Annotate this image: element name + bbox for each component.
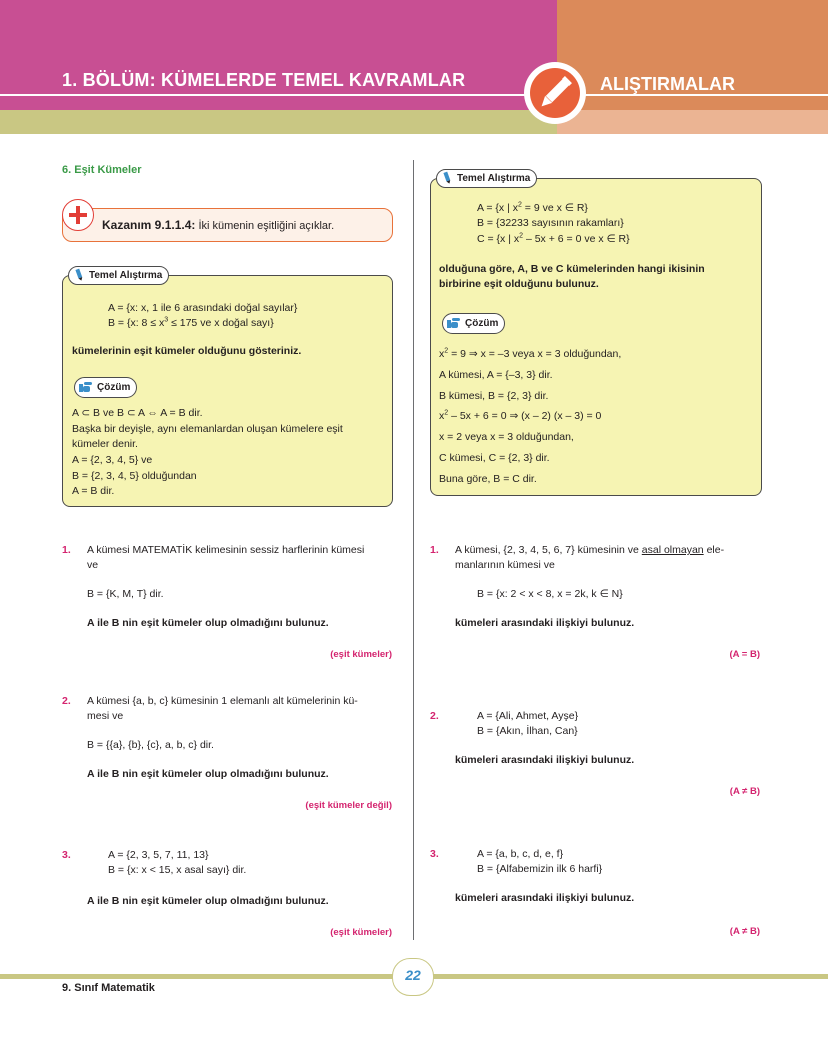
question-set: B = {x: 2 < x < 8, x = 2k, k ∈ N} — [477, 588, 623, 600]
question-prompt: A ile B nin eşit kümeler olup olmadığını bulunuz. — [87, 768, 329, 780]
question-set: A = {2, 3, 5, 7, 11, 13} — [108, 849, 209, 861]
solution-line: C kümesi, C = {2, 3} dir. — [439, 452, 550, 464]
question-number: 3. — [430, 848, 439, 860]
tab-label: Temel Alıştırma — [89, 270, 163, 281]
solution-tab-left — [74, 377, 137, 398]
solution-line: kümeler denir. — [72, 438, 138, 450]
exercise-question: olduğuna göre, A, B ve C kümelerinden hangi ikisinin — [439, 263, 705, 275]
question-number: 1. — [62, 544, 71, 556]
column-divider — [413, 160, 414, 940]
question-text: A kümesi, {2, 3, 4, 5, 6, 7} kümesinin ve asal olmayan ele- — [455, 544, 725, 556]
exercise-tab-right — [436, 169, 537, 188]
question-text: mesi ve — [87, 710, 124, 722]
solution-line: $x^2 = 9$ ⇒ x = –3 veya x = 3 olduğundan, — [439, 347, 622, 360]
book-title: 9. Sınıf Matematik — [62, 982, 155, 994]
exercise-tab-left — [68, 266, 169, 285]
answer: (A ≠ B) — [729, 926, 760, 937]
question-prompt: A ile B nin eşit kümeler olup olmadığını bulunuz. — [87, 617, 329, 629]
kazanim-label: Kazanım 9.1.1.4: — [102, 218, 196, 232]
pencil-icon — [441, 171, 453, 191]
answer: (eşit kümeler değil) — [305, 800, 392, 811]
kazanim-text — [102, 218, 334, 232]
set-c-def: C = {x | $x^2 - 5x + 6 = 0$ ve x ∈ R} — [477, 232, 630, 245]
question-set: A = {Ali, Ahmet, Ayşe} — [477, 710, 579, 722]
answer: (eşit kümeler) — [330, 927, 392, 938]
section-title: 6. Eşit Kümeler — [62, 164, 142, 176]
question-set: B = {Alfabemizin ilk 6 harfi} — [477, 863, 603, 875]
hand-pointer-icon — [79, 381, 93, 400]
pencil-icon — [73, 268, 85, 288]
header-stripe-left — [0, 110, 557, 134]
solution-line: B kümesi, B = {2, 3} dir. — [439, 390, 549, 402]
solution-line: Başka bir deyişle, aynı elemanlardan oluşan kümelere eşit — [72, 423, 343, 435]
solution-line: $x^2 - 5x + 6 = 0$ ⇒ (x – 2) (x – 3) = 0 — [439, 409, 602, 422]
solution-line: Buna göre, B = C dir. — [439, 473, 537, 485]
question-number: 1. — [430, 544, 439, 556]
solution-line: B = {2, 3, 4, 5} olduğundan — [72, 470, 197, 482]
solution-label: Çözüm — [97, 382, 131, 393]
question-prompt: kümeleri arasındaki ilişkiyi bulunuz. — [455, 754, 635, 766]
answer: (A ≠ B) — [729, 786, 760, 797]
plus-icon — [62, 199, 94, 231]
question-number: 2. — [430, 710, 439, 722]
question-number: 3. — [62, 849, 71, 861]
question-set: B = {K, M, T} dir. — [87, 588, 164, 600]
question-set: A = {a, b, c, d, e, f} — [477, 848, 564, 860]
solution-line: A ⊂ B ve B ⊂ A ⇔ A = B dir. — [72, 407, 203, 419]
question-number: 2. — [62, 695, 71, 707]
solution-label: Çözüm — [465, 318, 499, 329]
answer: (eşit kümeler) — [330, 649, 392, 660]
question-text: A kümesi MATEMATİK kelimesinin sessiz harflerinin kümesi — [87, 544, 365, 556]
section-tag: ALIŞTIRMALAR — [600, 74, 735, 94]
answer: (A = B) — [729, 649, 760, 660]
set-b-def: B = {32233 sayısının rakamları} — [477, 217, 624, 229]
pencil-icon — [530, 68, 580, 118]
chapter-title: 1. BÖLÜM: KÜMELERDE TEMEL KAVRAMLAR — [62, 70, 466, 90]
question-text: ve — [87, 559, 99, 571]
set-a-def: A = {x | $x^2 = 9$ ve x ∈ R} — [477, 201, 588, 214]
question-prompt: kümeleri arasındaki ilişkiyi bulunuz. — [455, 617, 635, 629]
solution-line: A = {2, 3, 4, 5} ve — [72, 454, 153, 466]
set-b-def: B = {x: $8 \le x^3 \le 175$ ve x doğal sayı} — [108, 316, 274, 329]
exercise-question: birbirine eşit olduğunu bulunuz. — [439, 278, 599, 290]
question-prompt: A ile B nin eşit kümeler olup olmadığını bulunuz. — [87, 895, 329, 907]
solution-line: A = B dir. — [72, 485, 115, 497]
set-a-def: A = {x: x, 1 ile 6 arasındaki doğal sayılar} — [108, 302, 298, 314]
question-prompt: kümeleri arasındaki ilişkiyi bulunuz. — [455, 892, 635, 904]
question-set: B = {x: x < 15, x asal sayı} dir. — [108, 864, 247, 876]
solution-tab-right — [442, 313, 505, 334]
question-set: B = {Akın, İlhan, Can} — [477, 725, 578, 737]
question-text: A kümesi {a, b, c} kümesinin 1 elemanlı alt kümelerinin kü- — [87, 695, 358, 707]
question-set: B = {{a}, {b}, {c}, a, b, c} dir. — [87, 739, 214, 751]
kazanim-desc: İki kümenin eşitliğini açıklar. — [198, 220, 335, 232]
hand-pointer-icon — [447, 317, 461, 336]
header-stripe-right — [557, 110, 828, 134]
tab-label: Temel Alıştırma — [457, 173, 531, 184]
question-text: manlarının kümesi ve — [455, 559, 555, 571]
solution-line: x = 2 veya x = 3 olduğundan, — [439, 431, 574, 443]
exercise-question: kümelerinin eşit kümeler olduğunu gösteriniz. — [72, 345, 302, 357]
page-number: 22 — [405, 967, 421, 983]
solution-line: A kümesi, A = {–3, 3} dir. — [439, 369, 553, 381]
